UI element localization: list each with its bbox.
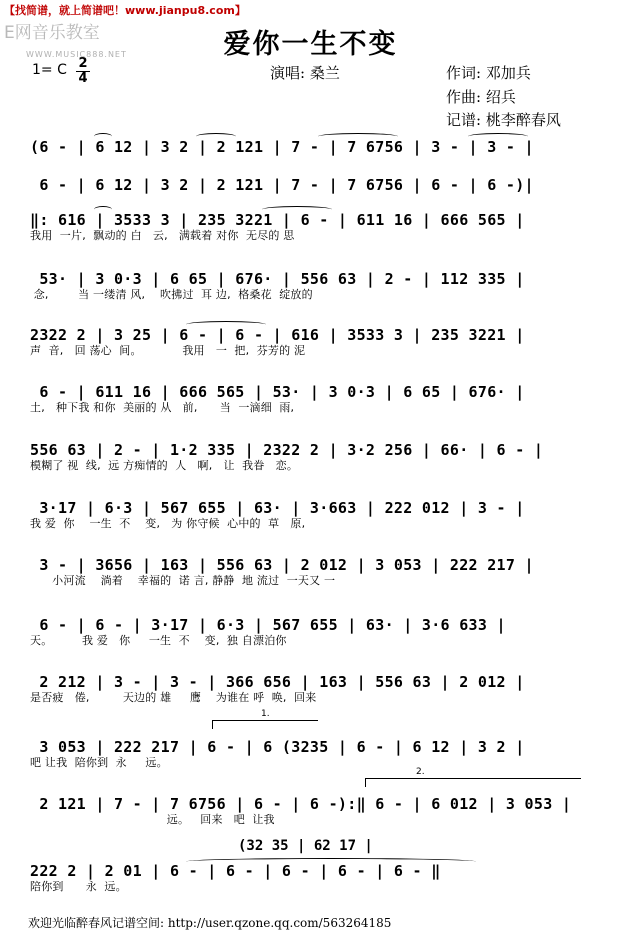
score-row-11 (30, 673, 590, 705)
row-notes: 222 2 | 2 01 | 6 - | 6 - | 6 - | 6 - | 6 - ‖ (30, 862, 441, 880)
watermark-logo: E网音乐教室 (4, 23, 100, 43)
row-lyrics: 模糊了 视 线, 远 方痴情的 人 啊, 让 我眷 恋。 (30, 459, 299, 472)
slur-mark (318, 133, 398, 140)
row-notes: 53· | 3 0·3 | 6 65 | 676· | 556 63 | 2 - | 112 335 | (30, 270, 525, 288)
row-lyrics: 土, 种下我 和你 美丽的 从 前, 当 一滴细 雨, (30, 401, 295, 414)
row-notes: 2 212 | 3 - | 3 - | 366 656 | 163 | 556 63 | 2 012 | (30, 673, 525, 691)
slur-mark (186, 858, 476, 865)
slur-mark (94, 133, 112, 140)
score-row-1 (30, 138, 590, 156)
row-notes: ‖: 616 | 3533 3 | 235 3221 | 6 - | 611 16 | 666 565 | (30, 211, 525, 229)
slur-mark (262, 206, 332, 213)
key-signature: 1= C (32, 62, 67, 78)
footer-credit[interactable]: 欢迎光临醉春风记谱空间: http://user.qzone.qq.com/563264185 (28, 916, 392, 930)
composer-credit: 作曲: 绍兵 (446, 88, 516, 106)
row-lyrics: 是否疲 倦, 天边的 雄 鹰 为谁在 呼 唤, 回来 (30, 691, 317, 704)
row-notes: 6 - | 6 12 | 3 2 | 2 121 | 7 - | 7 6756 | 6 - | 6 -)| (30, 176, 534, 194)
watermark-url: WWW.MUSIC888.NET (26, 50, 127, 59)
score-row-12 (30, 738, 590, 770)
row-lyrics: 小河流 淌着 幸福的 诺 言, 静静 地 流过 一天又 一 (30, 574, 336, 587)
row-notes: 556 63 | 2 - | 1·2 335 | 2322 2 | 3·2 256 | 66· | 6 - | (30, 441, 544, 459)
row-lyrics: 我用 一片, 飘动的 白 云, 满载着 对你 无尽的 思 (30, 229, 295, 242)
time-signature (76, 58, 90, 85)
volta-2-label: 2. (416, 767, 425, 777)
volta-1-label: 1. (261, 709, 270, 719)
row-notes: (6 - | 6 12 | 3 2 | 2 121 | 7 - | 7 6756 | 3 - | 3 - | (30, 138, 534, 156)
meter-top: 2 (78, 56, 88, 71)
lyricist-credit: 作词: 邓加兵 (446, 64, 531, 82)
score-row-9 (30, 556, 590, 588)
score-row-2 (30, 176, 590, 194)
row-lyrics: 吧 让我 陪你到 永 远。 (30, 756, 168, 769)
score-row-4 (30, 270, 590, 302)
slur-mark (186, 321, 266, 328)
row-lyrics: 声 音, 回 荡心 间。 我用 一 把, 芬芳的 泥 (30, 344, 306, 357)
score-row-14 (30, 862, 590, 894)
row-lyrics: 远。 回来 吧 让我 (30, 813, 275, 826)
score-row-13 (30, 795, 590, 827)
row-lyrics: 念, 当 一缕清 风, 吹拂过 耳 边, 格桑花 绽放的 (30, 288, 313, 301)
slur-mark (468, 133, 528, 140)
score-row-7 (30, 441, 590, 473)
slur-mark (196, 133, 236, 140)
volta-1-bracket (212, 709, 318, 729)
row-notes: 3 - | 3656 | 163 | 556 63 | 2 012 | 3 053 | 222 217 | (30, 556, 534, 574)
song-title: 爱你一生不变 (223, 29, 398, 60)
score-row-3 (30, 211, 590, 243)
row-notes: 2 121 | 7 - | 7 6756 | 6 - | 6 -):‖ 6 - | 6 012 | 3 053 | (30, 795, 572, 813)
score-row-8 (30, 499, 590, 531)
volta-2-bracket (365, 767, 581, 787)
score-row-6 (30, 383, 590, 415)
row-notes: 6 - | 6 - | 3·17 | 6·3 | 567 655 | 63· | 3·6 633 | (30, 616, 506, 634)
score-row-5 (30, 326, 590, 358)
row-lyrics: 我 爱 你 一生 不 变, 为 你守候 心中的 草 原, (30, 517, 306, 530)
slur-mark (94, 206, 112, 213)
row-lyrics: 天。 我 爱 你 一生 不 变, 独 自漂泊你 (30, 634, 287, 647)
score-row-10 (30, 616, 590, 648)
transcriber-credit: 记谱: 桃李醉春风 (446, 111, 561, 129)
meter-bottom: 4 (78, 71, 88, 86)
row-notes: 2322 2 | 3 25 | 6 - | 6 - | 616 | 3533 3 | 235 3221 | (30, 326, 525, 344)
accompaniment-line: (32 35 | 62 17 | (238, 838, 373, 854)
row-notes: 6 - | 611 16 | 666 565 | 53· | 3 0·3 | 6 65 | 676· | (30, 383, 525, 401)
row-notes: 3 053 | 222 217 | 6 - | 6 (3235 | 6 - | 6 12 | 3 2 | (30, 738, 525, 756)
singer-credit: 演唱: 桑兰 (270, 64, 340, 82)
row-lyrics: 陪你到 永 远。 (30, 880, 127, 893)
row-notes: 3·17 | 6·3 | 567 655 | 63· | 3·663 | 222 012 | 3 - | (30, 499, 525, 517)
site-banner[interactable]: 【找简谱，就上简谱吧！www.jianpu8.com】 (4, 4, 246, 17)
